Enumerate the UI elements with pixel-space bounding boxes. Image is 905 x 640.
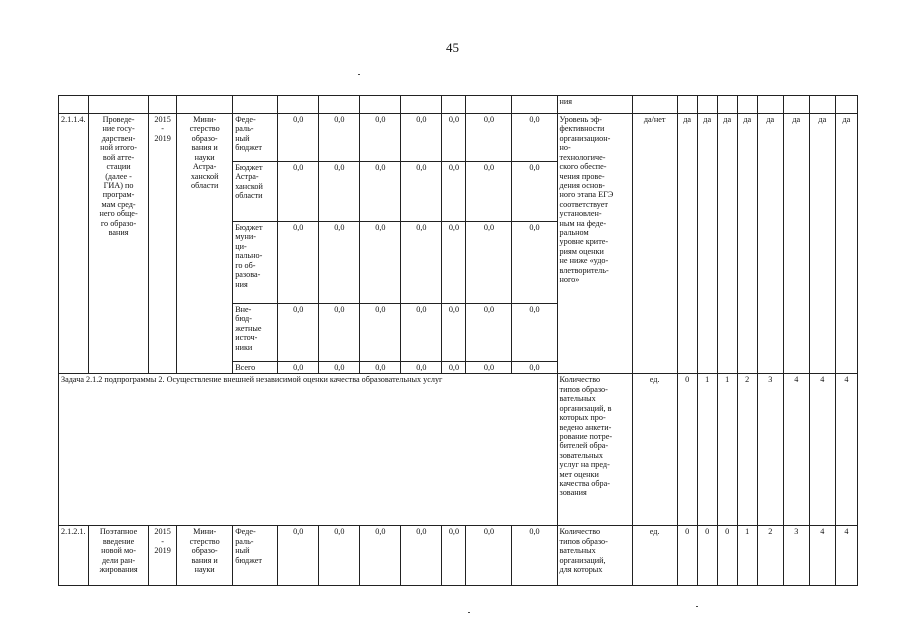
funding-value: 0,0 (442, 526, 466, 586)
measure-code: 2.1.2.1. (59, 526, 89, 586)
funding-value: 0,0 (466, 526, 512, 586)
target-value: 3 (757, 374, 783, 526)
page-number: 45 (446, 40, 459, 55)
funding-value: 0,0 (360, 526, 401, 586)
continuation-row (59, 96, 858, 114)
funding-value: 0,0 (401, 362, 442, 374)
funding-value: 0,0 (401, 162, 442, 222)
funding-value: 0,0 (319, 162, 360, 222)
funding-value: 0,0 (401, 304, 442, 362)
target-value: 4 (809, 526, 835, 586)
funding-source: Феде- раль- ный бюджет (233, 114, 278, 162)
funding-value: 0,0 (360, 362, 401, 374)
funding-value: 0,0 (466, 114, 512, 162)
funding-value: 0,0 (512, 526, 557, 586)
target-value: да (783, 114, 809, 374)
funding-value: 0,0 (442, 222, 466, 304)
target-value: да (757, 114, 783, 374)
funding-source: Бюджет Астра- ханской области (233, 162, 278, 222)
target-value: 4 (809, 374, 835, 526)
funding-value: 0,0 (512, 362, 557, 374)
indicator-name: Количество типов образо- вательных организаций, для которых (557, 526, 632, 586)
indicator-tail: ния (557, 96, 632, 114)
target-value: 3 (783, 526, 809, 586)
funding-value: 0,0 (278, 162, 319, 222)
funding-value: 0,0 (401, 114, 442, 162)
funding-value: 0,0 (278, 362, 319, 374)
measure-code: 2.1.1.4. (59, 114, 89, 374)
funding-source: Феде- раль- ный бюджет (233, 526, 278, 586)
funding-value: 0,0 (278, 304, 319, 362)
indicator-unit: ед. (632, 526, 677, 586)
measure-row-2114 (59, 114, 858, 162)
indicator-unit: ед. (632, 374, 677, 526)
funding-value: 0,0 (360, 114, 401, 162)
target-value: 0 (677, 526, 697, 586)
funding-value: 0,0 (466, 162, 512, 222)
program-table (58, 95, 858, 586)
target-value: 2 (757, 526, 783, 586)
measure-period: 2015 - 2019 (149, 114, 177, 374)
funding-source: Вне- бюд- жетные источ- ники (233, 304, 278, 362)
funding-value: 0,0 (278, 222, 319, 304)
scan-speck (468, 612, 470, 613)
funding-value: 0,0 (278, 114, 319, 162)
funding-value: 0,0 (442, 304, 466, 362)
target-value: 1 (717, 374, 737, 526)
measure-executor: Мини- стерство образо- вания и науки (177, 526, 233, 586)
funding-value: 0,0 (360, 162, 401, 222)
funding-value: 0,0 (401, 526, 442, 586)
indicator-name: Количество типов образо- вательных организаций, в которых про- ведено анкети- рование потре- бителей обра- зовательных услуг на пред- мет оценки качества обра- зования (557, 374, 632, 526)
measure-name: Проведе- ние госу- дарствен- ной итого- вой атте- стации (далее - ГИА) по програм- мам сред- него обще- го образо- вания (89, 114, 149, 374)
funding-value: 0,0 (401, 222, 442, 304)
measure-executor: Мини- стерство образо- вания и науки Астра- ханской области (177, 114, 233, 374)
funding-value: 0,0 (466, 304, 512, 362)
target-value: 4 (835, 526, 857, 586)
funding-value: 0,0 (442, 114, 466, 162)
target-value: 1 (737, 526, 757, 586)
funding-value: 0,0 (442, 362, 466, 374)
funding-value: 0,0 (512, 114, 557, 162)
target-value: да (717, 114, 737, 374)
funding-value: 0,0 (319, 526, 360, 586)
funding-value: 0,0 (512, 222, 557, 304)
scan-speck (696, 606, 698, 607)
indicator-unit: да/нет (632, 114, 677, 374)
target-value: 0 (717, 526, 737, 586)
funding-value: 0,0 (360, 304, 401, 362)
funding-value: 0,0 (319, 362, 360, 374)
target-value: да (697, 114, 717, 374)
measure-row-2121 (59, 526, 858, 586)
funding-value: 0,0 (319, 114, 360, 162)
target-value: 4 (783, 374, 809, 526)
target-value: да (835, 114, 857, 374)
target-value: 0 (697, 526, 717, 586)
measure-period: 2015 - 2019 (149, 526, 177, 586)
measure-name: Поэтапное введение новой мо- дели ран- жирования (89, 526, 149, 586)
task-title: Задача 2.1.2 подпрограммы 2. Осуществление внешней независимой оценки качества образовательных услуг (59, 374, 558, 526)
funding-value: 0,0 (360, 222, 401, 304)
scan-speck (358, 74, 360, 75)
funding-value: 0,0 (278, 526, 319, 586)
indicator-name: Уровень эф- фективности организацион- но- технологиче- ского обеспе- чения прове- дения основ- ного этапа ЕГЭ соответствует установлен- ным на феде- ральном уровне крите- риям оценки не ниже «удо- влетворитель- ного» (557, 114, 632, 374)
funding-value: 0,0 (466, 222, 512, 304)
funding-source: Бюджет муни- ци- пально- го об- разова- ния (233, 222, 278, 304)
target-value: да (677, 114, 697, 374)
funding-value: 0,0 (512, 304, 557, 362)
funding-source: Всего (233, 362, 278, 374)
funding-value: 0,0 (466, 362, 512, 374)
task-row-212 (59, 374, 858, 526)
target-value: 0 (677, 374, 697, 526)
funding-value: 0,0 (319, 222, 360, 304)
target-value: да (737, 114, 757, 374)
funding-value: 0,0 (442, 162, 466, 222)
target-value: 2 (737, 374, 757, 526)
funding-value: 0,0 (319, 304, 360, 362)
target-value: да (809, 114, 835, 374)
target-value: 4 (835, 374, 857, 526)
target-value: 1 (697, 374, 717, 526)
funding-value: 0,0 (512, 162, 557, 222)
